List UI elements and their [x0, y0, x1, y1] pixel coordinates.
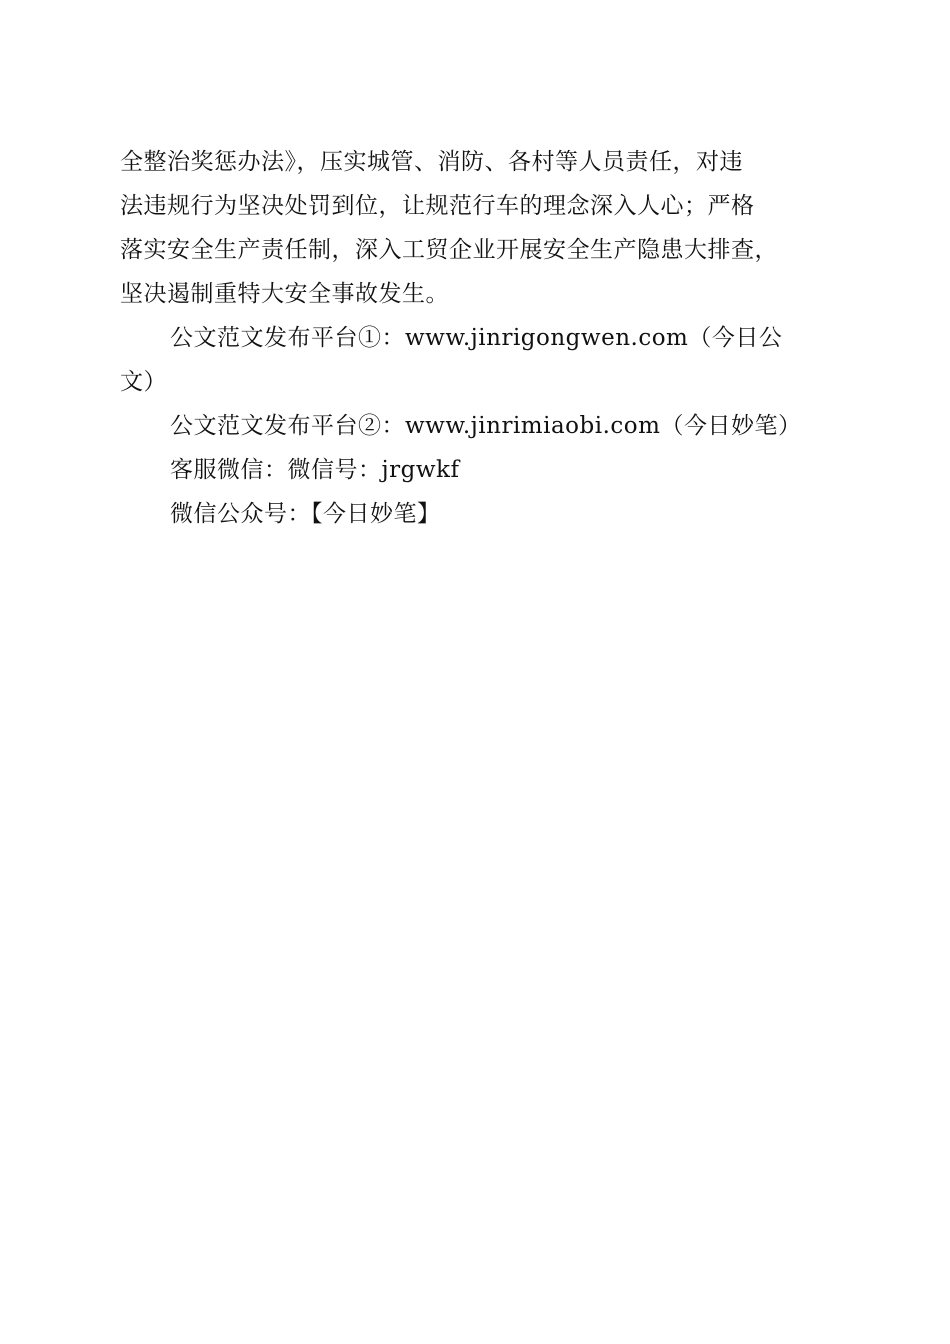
body-text-line: 法违规行为坚决处罚到位，让规范行车的理念深入人心；严格 [120, 193, 755, 219]
platform-1-line: 公文范文发布平台①：www.jinrigongwen.com（今日公 [170, 325, 783, 351]
official-account-line: 微信公众号：【今日妙笔】 [170, 501, 441, 527]
platform-2-line: 公文范文发布平台②：www.jinrimiaobi.com（今日妙笔） [170, 413, 802, 439]
body-text-line: 全整治奖惩办法》，压实城管、消防、各村等人员责任，对违 [120, 149, 743, 175]
document-body [120, 140, 832, 536]
service-wechat-line: 客服微信：微信号：jrgwkf [170, 457, 460, 483]
body-text-line: 落实安全生产责任制，深入工贸企业开展安全生产隐患大排查， [120, 237, 778, 263]
body-text-line: 坚决遏制重特大安全事故发生。 [120, 281, 449, 307]
platform-1-continuation: 文） [120, 369, 167, 395]
